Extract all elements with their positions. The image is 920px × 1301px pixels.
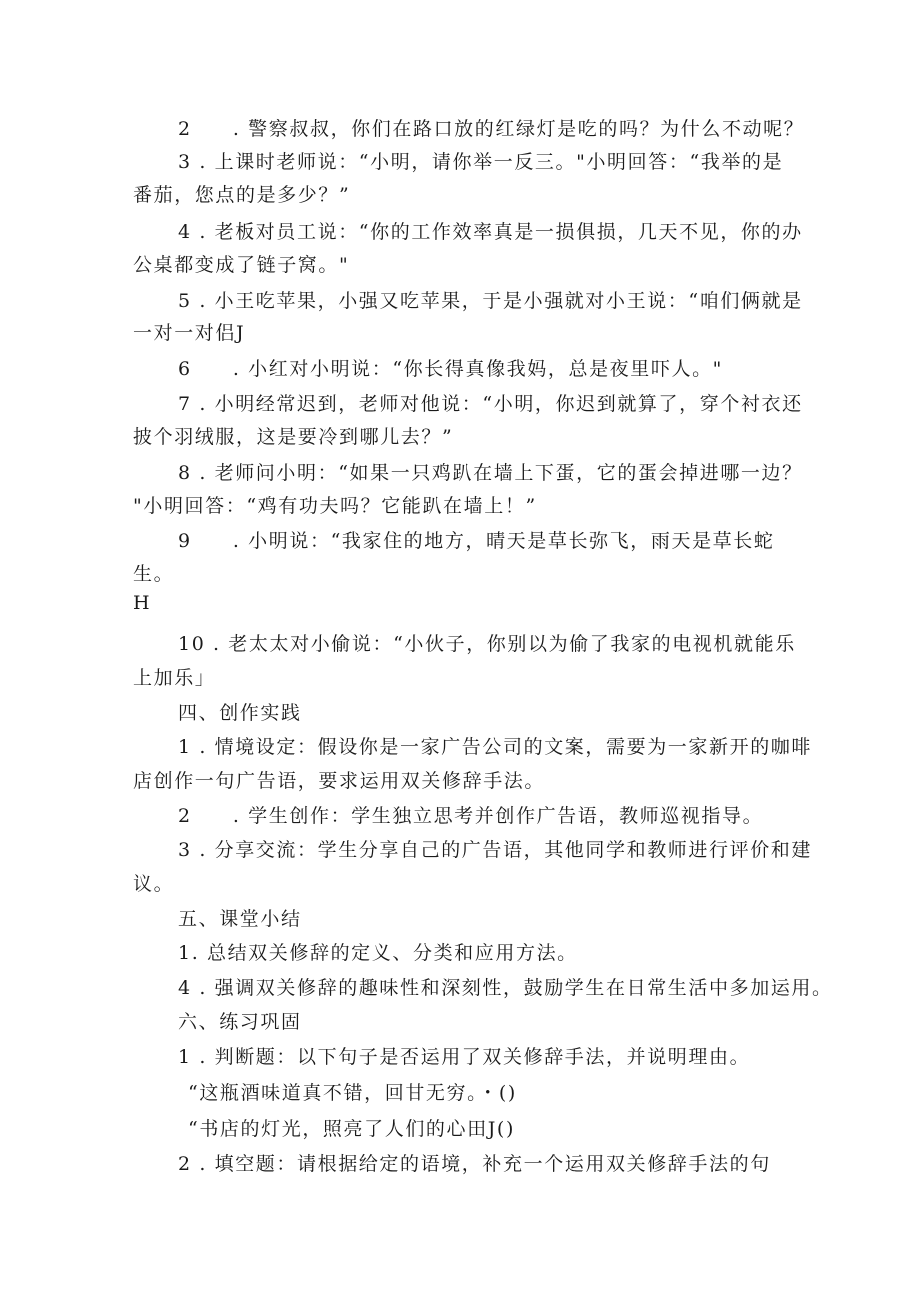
joke-7-line-1: 7 . 小明经常迟到，老师对他说：“小明，你迟到就算了，穿个衬衣还 [178, 393, 803, 415]
joke-8-line-1: 8 . 老师问小明：“如果一只鸡趴在墙上下蛋，它的蛋会掉进哪一边？ [178, 462, 803, 484]
joke-7-line-2: 披个羽绒服，这是要冷到哪儿去？” [133, 426, 454, 448]
joke-3-line-2: 番茄，您点的是多少？” [133, 184, 351, 206]
joke-3-line-1: 3 . 上课时老师说：“小明，请你举一反三。"小明回答：“我举的是 [178, 151, 784, 173]
joke-5-line-2: 一对一对侣J [133, 322, 246, 344]
joke-6-line-1: 6 . 小红对小明说：“你长得真像我妈，总是夜里吓人。" [178, 358, 724, 380]
joke-4-line-2: 公桌都变成了链子窝。" [133, 254, 350, 276]
practice-2-line-1: 2 . 学生创作：学生独立思考并创作广告语，教师巡视指导。 [178, 805, 764, 827]
joke-8-line-2: "小明回答：“鸡有功夫吗？它能趴在墙上！” [133, 495, 537, 517]
summary-1: 1. 总结双关修辞的定义、分类和应用方法。 [178, 942, 578, 964]
joke-9-line-1: 9 . 小明说：“我家住的地方，晴天是草长弥飞，雨天是草长蛇 [178, 530, 775, 552]
joke-10-line-2: 上加乐」 [133, 667, 216, 689]
practice-3-line-1: 3 . 分享交流：学生分享自己的广告语，其他同学和教师进行评价和建 [178, 839, 813, 861]
stray-mark: H [133, 592, 152, 614]
practice-1-line-2: 店创作一句广告语，要求运用双关修辞手法。 [133, 770, 546, 792]
summary-4: 4 . 强调双关修辞的趣味性和深刻性，鼓励学生在日常生活中多加运用。 [178, 977, 833, 999]
joke-9-line-2: 生。 [133, 563, 175, 585]
exercise-1-line-1: 1 . 判断题：以下句子是否运用了双关修辞手法，并说明理由。 [178, 1046, 751, 1068]
practice-3-line-2: 议。 [133, 873, 175, 895]
exercise-1-sentence-b: “书店的灯光，照亮了人们的心田J() [188, 1118, 515, 1140]
exercise-1-sentence-a: “这瓶酒味道真不错，回甘无穷。・() [188, 1082, 517, 1104]
section-heading-6: 六、练习巩固 [178, 1011, 302, 1033]
section-heading-4: 四、创作实践 [178, 702, 302, 724]
joke-2-line-1: 2 . 警察叔叔，你们在路口放的红绿灯是吃的吗？为什么不动呢？ [178, 118, 805, 140]
joke-5-line-1: 5 . 小王吃苹果，小强又吃苹果，于是小强就对小王说：“咱们俩就是 [178, 290, 803, 312]
joke-10-line-1: 10 . 老太太对小偷说：“小伙子，你别以为偷了我家的电视机就能乐 [178, 633, 796, 655]
exercise-2-line-1: 2 . 填空题：请根据给定的语境，补充一个运用双关修辞手法的句 [178, 1153, 771, 1175]
joke-4-line-1: 4 . 老板对员工说：“你的工作效率真是一损俱损，几天不见，你的办 [178, 221, 803, 243]
practice-1-line-1: 1 . 情境设定：假设你是一家广告公司的文案，需要为一家新开的咖啡 [178, 736, 813, 758]
section-heading-5: 五、课堂小结 [178, 908, 302, 930]
